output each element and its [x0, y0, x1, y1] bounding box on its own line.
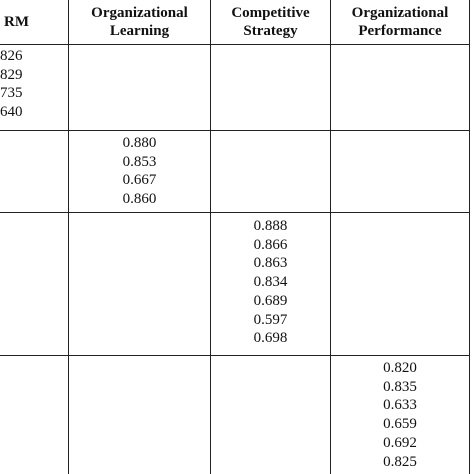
row-border — [0, 212, 470, 213]
organizational-learning-loadings — [69, 134, 210, 209]
loading-value: 0.597 — [253, 311, 288, 328]
header-text: RM — [4, 14, 29, 30]
column-divider — [68, 0, 69, 474]
loading-value: 0.825 — [383, 453, 417, 470]
loading-value: 0.667 — [122, 172, 157, 189]
row-border — [0, 130, 470, 131]
header-competitive-strategy — [211, 0, 330, 44]
loading-value: 826 — [0, 48, 23, 64]
organizational-performance-loadings — [331, 359, 469, 471]
loading-value: 0.880 — [122, 135, 157, 151]
header-text: Organizational — [351, 5, 449, 21]
header-row-border — [0, 44, 470, 45]
loading-value: 0.853 — [122, 153, 157, 170]
header-text: Performance — [358, 23, 442, 39]
competitive-strategy-loadings — [211, 217, 330, 348]
loading-value: 0.698 — [253, 330, 288, 347]
loading-value: 0.692 — [383, 434, 417, 451]
loading-value: 829 — [0, 66, 23, 83]
header-organizational-learning — [69, 0, 210, 44]
loading-value: 0.835 — [383, 378, 417, 395]
loading-value: 0.820 — [383, 360, 417, 376]
header-text: Learning — [109, 23, 170, 39]
loading-value: 0.888 — [253, 218, 288, 234]
header-text: Competitive — [231, 5, 310, 21]
row-border — [0, 355, 470, 356]
loading-value: 0.860 — [122, 191, 157, 208]
loading-value: 640 — [0, 104, 23, 121]
header-rm — [0, 0, 50, 44]
rm-loadings — [0, 47, 60, 122]
loading-value: 0.863 — [253, 255, 288, 272]
header-organizational-performance — [331, 0, 469, 44]
header-text: Strategy — [243, 23, 298, 39]
column-divider — [469, 0, 470, 474]
header-text: Organizational — [91, 5, 188, 21]
loading-value: 0.659 — [383, 416, 417, 433]
loading-value: 735 — [0, 85, 23, 102]
loading-value: 0.834 — [253, 274, 288, 291]
loading-value: 0.689 — [253, 292, 288, 309]
loading-value: 0.866 — [253, 236, 288, 253]
loading-value: 0.633 — [383, 397, 417, 414]
